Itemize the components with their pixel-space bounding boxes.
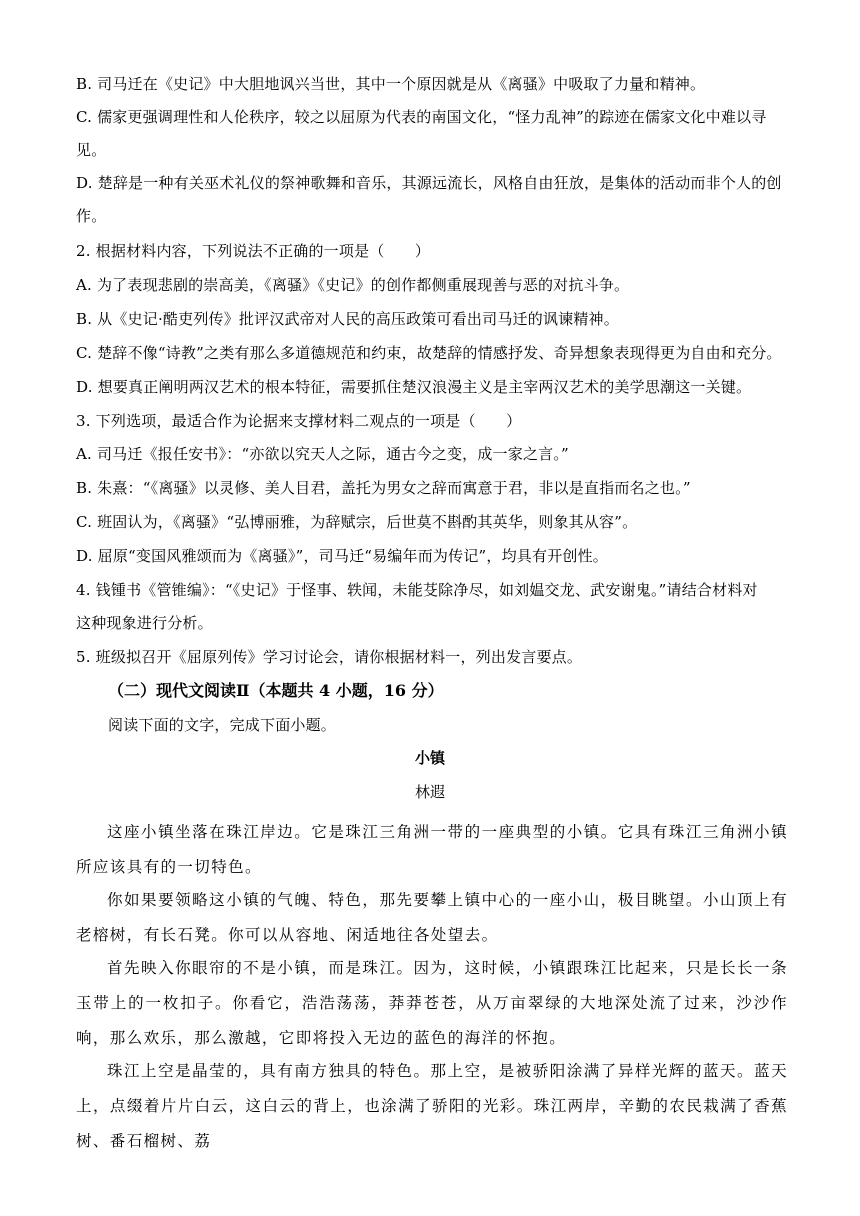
- question-5: 5. 班级拟召开《屈原列传》学习讨论会，请你根据材料一，列出发言要点。: [76, 648, 583, 666]
- article-paragraph: 你如果要领略这小镇的气魄、特色，那先要攀上镇中心的一座小山，极目眺望。小山顶上有老榕树，有长石凳。你可以从容地、闲适地往各处望去。: [76, 891, 788, 944]
- question-2-option-b: B. 从《史记·酷吏列传》批评汉武帝对人民的高压政策可看出司马迁的讽谏精神。: [76, 310, 619, 328]
- article-paragraph: 这座小镇坐落在珠江岸边。它是珠江三角洲一带的一座典型的小镇。它具有珠江三角洲小镇所应该具有的一切特色。: [76, 823, 788, 876]
- question-1-option-d-line-2: 作。: [76, 207, 107, 225]
- question-3-option-c: C. 班固认为，《离骚》“弘博丽雅，为辞赋宗，后世莫不斟酌其英华，则象其从容”。: [76, 513, 638, 531]
- question-2-stem: 2. 根据材料内容，下列说法不正确的一项是（ ）: [76, 242, 431, 260]
- question-4-line-2: 这种现象进行分析。: [76, 614, 213, 632]
- question-1-option-b: B. 司马迁在《史记》中大胆地讽兴当世，其中一个原因就是从《离骚》中吸取了力量和精神。: [76, 75, 706, 93]
- question-1-option-c-line-1: C. 儒家更强调理性和人伦秩序，较之以屈原为代表的南国文化，“怪力乱神”的踪迹在儒家文化中难以寻: [76, 108, 767, 126]
- question-3-option-b: B. 朱熹：“《离骚》以灵修、美人目君，盖托为男女之辞而寓意于君，非以是直指而名之也。”: [76, 479, 691, 497]
- article-paragraph: 珠江上空是晶莹的，具有南方独具的特色。那上空，是被骄阳涂满了异样光辉的蓝天。蓝天上，点缀着片片白云，这白云的背上，也涂满了骄阳的光彩。珠江两岸，辛勤的农民栽满了香蕉树、番石榴树、荔: [76, 1062, 788, 1150]
- question-3-stem: 3. 下列选项，最适合作为论据来支撑材料二观点的一项是（ ）: [76, 412, 522, 430]
- article-paragraph: 首先映入你眼帘的不是小镇，而是珠江。因为，这时候，小镇跟珠江比起来，只是长长一条玉带上的一枚扣子。你看它，浩浩荡荡，莽莽苍苍，从万亩翠绿的大地深处流了过来，沙沙作响，那么欢乐，那么激越，它即将投入无边的蓝色的海洋的怀抱。: [76, 959, 788, 1047]
- question-2-option-a: A. 为了表现悲剧的崇高美，《离骚》《史记》的创作都侧重展现善与恶的对抗斗争。: [76, 276, 630, 294]
- question-2-option-c: C. 楚辞不像“诗教”之类有那么多道德规范和约束，故楚辞的情感抒发、奇异想象表现得更为自由和充分。: [76, 344, 782, 362]
- question-3-option-d: D. 屈原“变国风雅颂而为《离骚》”，司马迁“易编年而为传记”，均具有开创性。: [76, 547, 609, 565]
- section-title: （二）现代文阅读Ⅱ（本题共 4 小题，16 分）: [108, 681, 444, 700]
- article-author: 林遐: [414, 783, 445, 801]
- question-1-option-d-line-1: D. 楚辞是一种有关巫术礼仪的祭神歌舞和音乐，其源远流长，风格自由狂放，是集体的活动而非个人的创: [76, 174, 782, 192]
- reading-instruction: 阅读下面的文字，完成下面小题。: [108, 716, 337, 734]
- question-4-line-1: 4. 钱锺书《管锥编》：“《史记》于怪事、轶闻，未能芟除净尽，如刘媪交龙、武安谢鬼。”请结合材料对: [76, 581, 758, 599]
- article-title: 小镇: [414, 749, 445, 767]
- question-3-option-a: A. 司马迁《报任安书》：“亦欲以究天人之际，通古今之变，成一家之言。”: [76, 445, 569, 463]
- question-2-option-d: D. 想要真正阐明两汉艺术的根本特征，需要抓住楚汉浪漫主义是主宰两汉艺术的美学思潮这一关键。: [76, 378, 752, 396]
- question-1-option-c-line-2: 见。: [76, 141, 107, 159]
